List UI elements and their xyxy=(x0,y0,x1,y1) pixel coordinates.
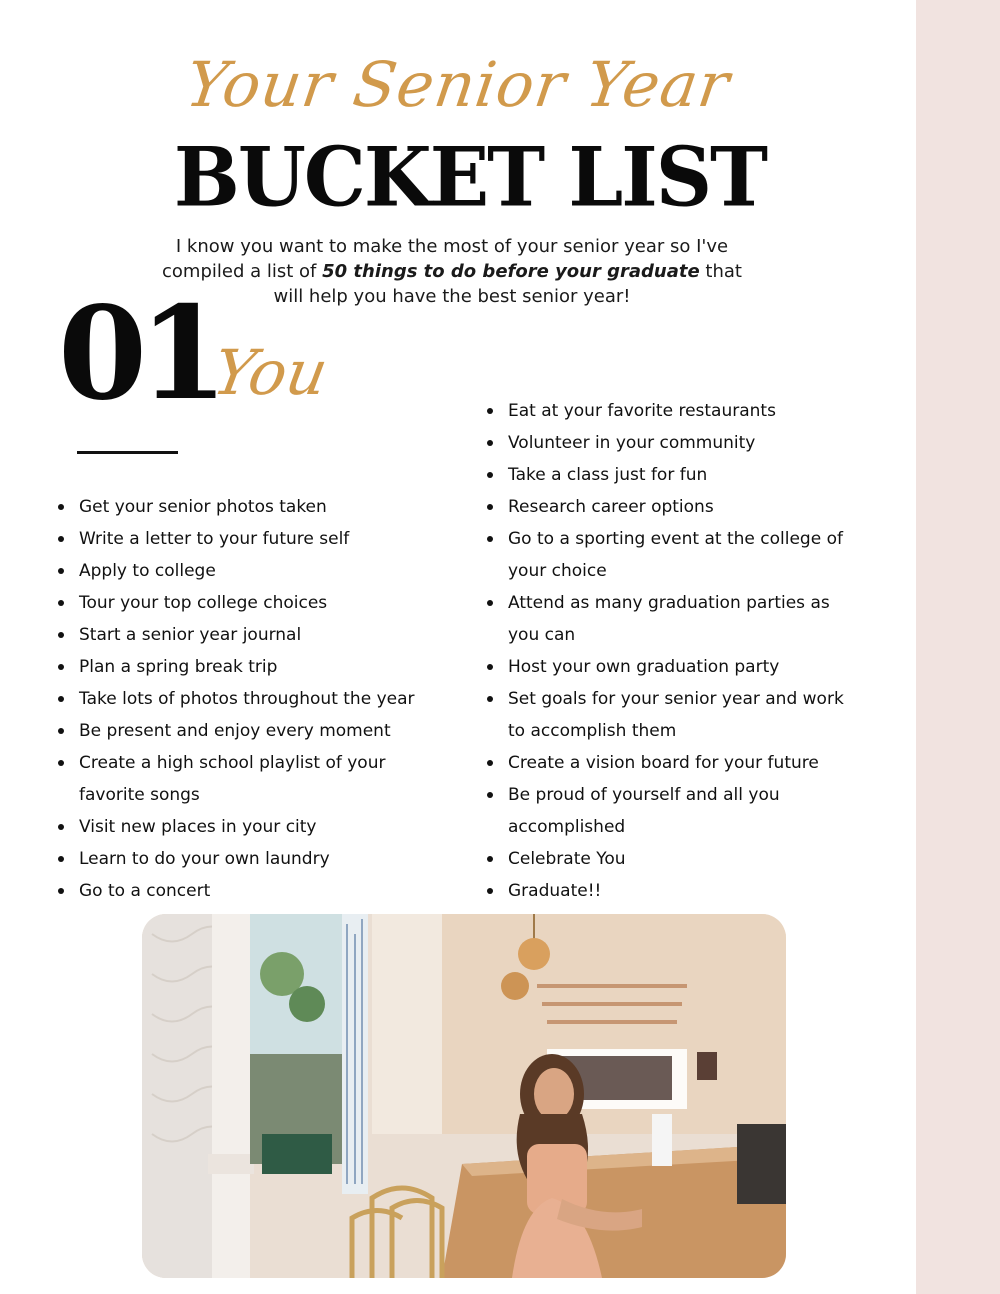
list-item: Attend as many graduation parties as you can xyxy=(486,587,858,651)
list-item: Take a class just for fun xyxy=(486,459,876,491)
list-item: Go to a concert xyxy=(57,875,457,907)
list-item: Plan a spring break trip xyxy=(57,651,457,683)
intro-text-start: I know you want to make the most of your senior year so I've compiled a list of xyxy=(162,236,729,282)
list-item: Celebrate You xyxy=(486,843,876,875)
senior-photo-illustration xyxy=(142,914,786,1278)
list-item: Learn to do your own laundry xyxy=(57,843,457,875)
list-item: Get your senior photos taken xyxy=(57,491,457,523)
list-item: Apply to college xyxy=(57,555,457,587)
list-item: Write a letter to your future self xyxy=(57,523,457,555)
list-item: Volunteer in your community xyxy=(486,427,876,459)
list-item: Be present and enjoy every moment xyxy=(57,715,457,747)
list-item: Visit new places in your city xyxy=(57,811,457,843)
list-item: Research career options xyxy=(486,491,876,523)
bucket-list-left xyxy=(57,491,457,907)
list-item: Set goals for your senior year and work to accomplish them xyxy=(486,683,863,747)
list-item: Graduate!! xyxy=(486,875,876,907)
script-heading: Your Senior Year xyxy=(181,48,735,121)
section-script-label: You xyxy=(207,336,334,409)
list-item: Start a senior year journal xyxy=(57,619,457,651)
section-number: 01 xyxy=(58,279,221,429)
list-item: Go to a sporting event at the college of your choice xyxy=(486,523,848,587)
list-item: Host your own graduation party xyxy=(486,651,876,683)
list-item: Eat at your favorite restaurants xyxy=(486,395,876,427)
senior-photo xyxy=(142,914,786,1278)
bucket-list-right xyxy=(486,395,876,907)
list-item: Be proud of yourself and all you accomplished xyxy=(486,779,808,843)
list-item: Tour your top college choices xyxy=(57,587,457,619)
intro-text-end: that will help you have the best senior year! xyxy=(273,261,742,307)
list-item: Create a high school playlist of your favorite songs xyxy=(57,747,419,811)
list-item: Take lots of photos throughout the year xyxy=(57,683,457,715)
section-divider xyxy=(77,451,178,454)
list-item: Create a vision board for your future xyxy=(486,747,876,779)
intro-paragraph xyxy=(150,234,754,309)
intro-emphasis: 50 things to do before your graduate xyxy=(322,261,700,282)
page-title: BUCKET LIST xyxy=(173,129,767,226)
